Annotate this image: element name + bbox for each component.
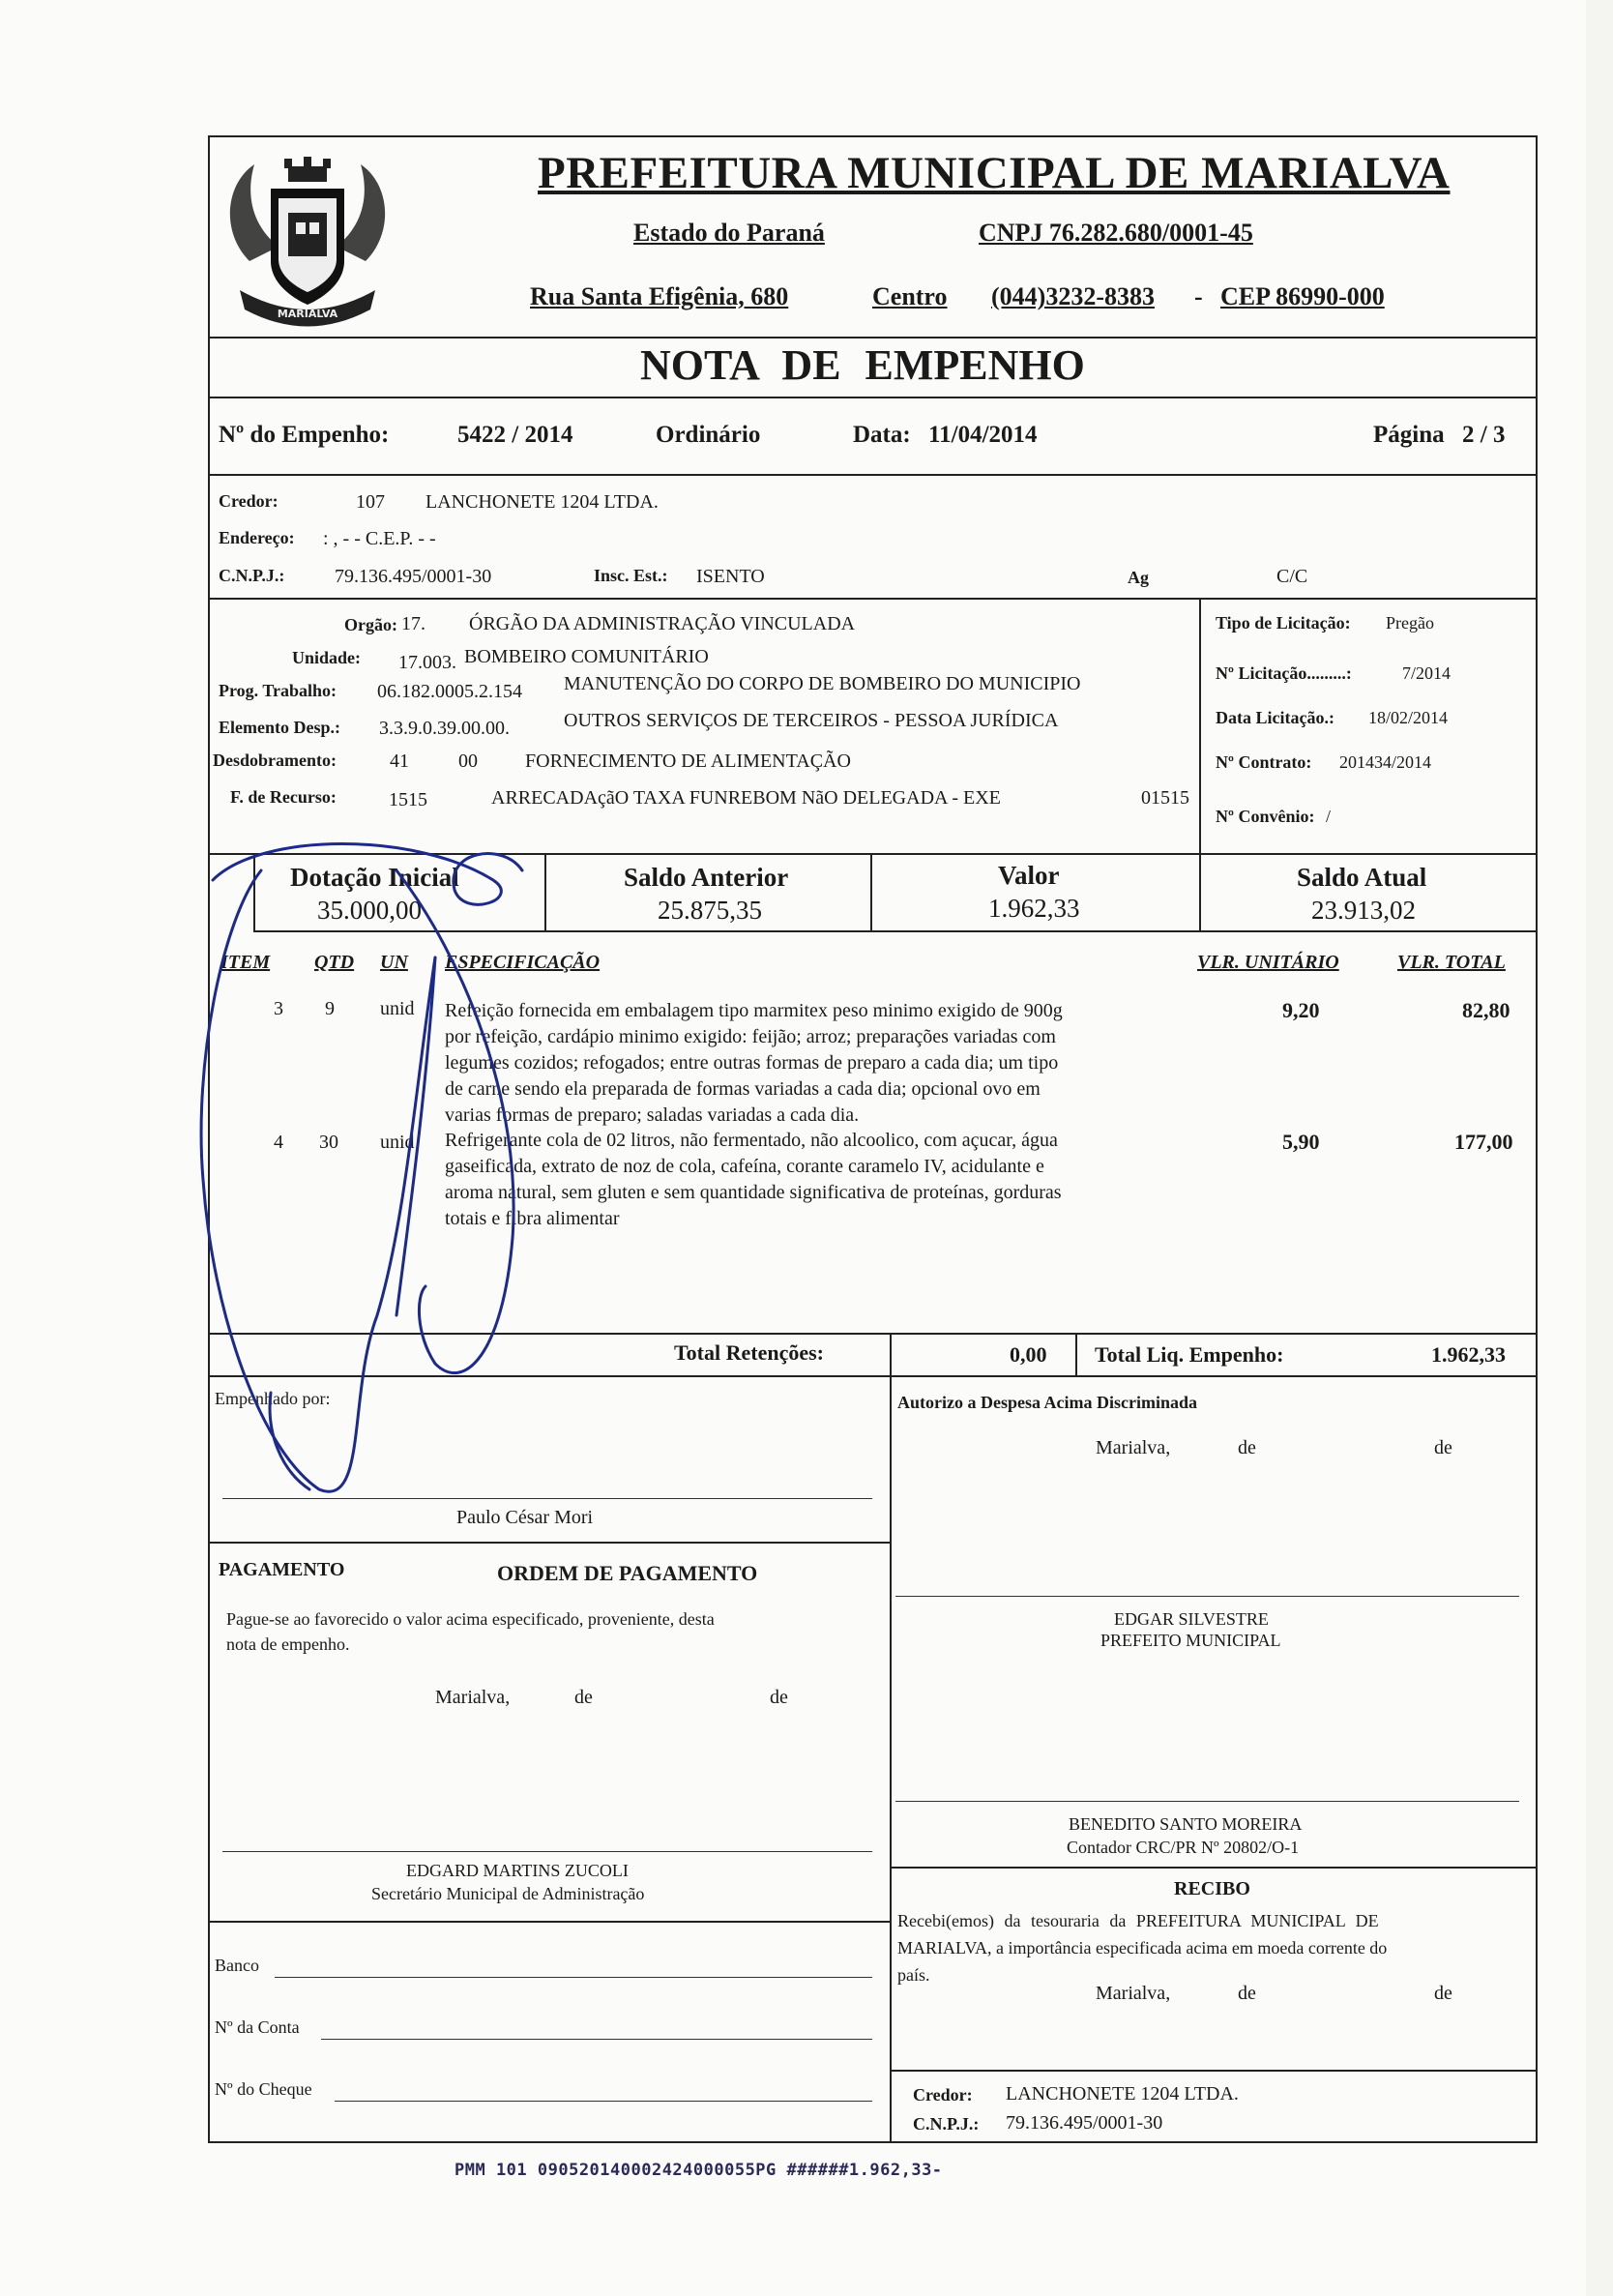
recibo-line: MARIALVA, a importância especificada acima em moeda corrente do xyxy=(897,1938,1388,1957)
place-de: de xyxy=(770,1687,788,1708)
empenhado-name: Paulo César Mori xyxy=(456,1507,594,1528)
divider-vertical xyxy=(1199,598,1201,853)
recibo-line: país. xyxy=(897,1965,930,1985)
valor-label: Valor xyxy=(998,861,1060,890)
orgao-desc: ÓRGÃO DA ADMINISTRAÇÃO VINCULADA xyxy=(469,613,856,634)
secretario-title: Secretário Municipal de Administração xyxy=(371,1884,645,1903)
item-unit-value: 5,90 xyxy=(1282,1130,1320,1154)
empenho-number: 5422 / 2014 xyxy=(457,422,573,448)
recibo-credor-name: LANCHONETE 1204 LTDA. xyxy=(1006,2083,1239,2105)
item-spec-line: Refrigerante cola de 02 litros, não fermentado, não alcoolico, com açucar, água xyxy=(445,1130,1058,1151)
insc-value: ISENTO xyxy=(696,566,765,587)
num-licitacao-label: Nº Licitação.........: xyxy=(1216,663,1352,683)
recibo-cnpj-value: 79.136.495/0001-30 xyxy=(1006,2112,1163,2134)
col-total: VLR. TOTAL xyxy=(1397,952,1506,973)
desd-code: 41 xyxy=(390,751,409,772)
cnpj-credor-value: 79.136.495/0001-30 xyxy=(335,566,492,587)
divider xyxy=(208,1542,890,1544)
cnpj-credor-label: C.N.P.J.: xyxy=(219,566,285,585)
prefeito-title: PREFEITO MUNICIPAL xyxy=(1100,1631,1281,1650)
unidade-code: 17.003. xyxy=(398,652,456,673)
conta-line xyxy=(321,2039,872,2040)
elem-desc: OUTROS SERVIÇOS DE TERCEIROS - PESSOA JURÍDICA xyxy=(564,710,1059,731)
place-de: de xyxy=(1238,1437,1256,1458)
cheque-label: Nº do Cheque xyxy=(215,2079,312,2099)
tipo-licitacao-label: Tipo de Licitação: xyxy=(1216,613,1351,633)
item-number: 4 xyxy=(274,1132,283,1153)
item-un: unid xyxy=(380,1132,415,1153)
divider-vertical xyxy=(1075,1333,1077,1375)
empenho-date-label: Data: xyxy=(853,422,911,448)
valor-value: 1.962,33 xyxy=(988,894,1080,923)
item-total-value: 82,80 xyxy=(1462,998,1510,1022)
orgao-label: Orgão: xyxy=(344,615,397,634)
doc-title: NOTA DE EMPENHO xyxy=(640,341,1085,389)
item-number: 3 xyxy=(274,998,283,1019)
contrato-label: Nº Contrato: xyxy=(1216,752,1312,772)
empenho-date: 11/04/2014 xyxy=(928,422,1038,448)
divider-vertical xyxy=(870,853,872,932)
item-spec-line: Refeição fornecida em embalagem tipo marmitex peso minimo exigido de 900g xyxy=(445,1000,1063,1021)
signature-line xyxy=(895,1801,1519,1802)
liq-empenho-label: Total Liq. Empenho: xyxy=(1095,1342,1284,1367)
handwritten-signature xyxy=(174,812,658,1509)
unidade-label: Unidade: xyxy=(292,648,362,667)
crest-icon xyxy=(211,145,404,339)
recibo-label: RECIBO xyxy=(1174,1878,1250,1899)
credor-name: LANCHONETE 1204 LTDA. xyxy=(425,491,659,513)
endereco-value: : , - - C.E.P. - - xyxy=(323,528,436,549)
dotacao-label: Dotação Inicial xyxy=(290,863,459,892)
machine-stamp: PMM 101 090520140002424000055PG ######1.962,33- xyxy=(455,2161,943,2180)
retencoes-value: 0,00 xyxy=(1010,1342,1047,1367)
item-qtd: 30 xyxy=(319,1132,338,1153)
empenhado-label: Empenhado por: xyxy=(215,1389,331,1408)
credor-code: 107 xyxy=(356,491,385,513)
place-city: Marialva, xyxy=(435,1687,511,1708)
divider xyxy=(208,1921,890,1923)
orgao-code: 17. xyxy=(401,613,425,634)
divider-vertical xyxy=(890,1375,892,2143)
page-number: 2 / 3 xyxy=(1462,422,1506,448)
endereco-label: Endereço: xyxy=(219,528,295,547)
divider xyxy=(208,474,1538,476)
item-spec-line: varias formas de preparo; saladas variadas a cada dia. xyxy=(445,1104,860,1126)
divider xyxy=(890,1867,1538,1869)
unidade-desc: BOMBEIRO COMUNITÁRIO xyxy=(464,646,709,667)
fonte-code: 1515 xyxy=(389,789,427,810)
prog-code: 06.182.0005.2.154 xyxy=(377,681,522,702)
item-spec-line: totais e fibra alimentar xyxy=(445,1208,620,1229)
district-label: Centro xyxy=(872,282,948,310)
divider xyxy=(208,397,1538,398)
page-title: PREFEITURA MUNICIPAL DE MARIALVA xyxy=(538,148,1451,198)
place-city: Marialva, xyxy=(1096,1983,1171,2004)
empenho-label: Nº do Empenho: xyxy=(219,422,390,448)
place-de: de xyxy=(1434,1437,1452,1458)
recibo-line: Recebi(emos) da tesouraria da PREFEITURA MUNICIPAL DE xyxy=(897,1911,1379,1930)
data-licitacao-value: 18/02/2014 xyxy=(1368,708,1449,727)
place-city: Marialva, xyxy=(1096,1437,1171,1458)
empenho-type: Ordinário xyxy=(656,422,761,448)
convenio-label: Nº Convênio: xyxy=(1216,807,1315,826)
saldo-anterior-label: Saldo Anterior xyxy=(624,863,789,892)
item-total-value: 177,00 xyxy=(1454,1130,1513,1154)
divider-vertical xyxy=(890,1333,892,1375)
col-item: ITEM xyxy=(220,952,271,973)
col-unit: VLR. UNITÁRIO xyxy=(1197,952,1339,973)
divider xyxy=(890,2070,1538,2072)
retencoes-label: Total Retenções: xyxy=(674,1340,824,1365)
cep-label: CEP 86990-000 xyxy=(1220,282,1385,310)
item-unit-value: 9,20 xyxy=(1282,998,1320,1022)
saldo-atual-label: Saldo Atual xyxy=(1297,863,1427,892)
item-spec-line: de carne sendo ela preparada de formas variadas a cada dia; opcional ovo em xyxy=(445,1078,1041,1100)
ordem-label: ORDEM DE PAGAMENTO xyxy=(497,1561,758,1585)
col-spec: ESPECIFICAÇÃO xyxy=(445,952,601,973)
col-un: UN xyxy=(380,952,408,973)
elem-label: Elemento Desp.: xyxy=(219,718,340,737)
recibo-credor-label: Credor: xyxy=(913,2085,973,2105)
convenio-value: / xyxy=(1326,807,1332,826)
contador-title: Contador CRC/PR Nº 20802/O-1 xyxy=(1067,1838,1300,1857)
crest-text: MARIALVA xyxy=(277,308,338,320)
insc-label: Insc. Est.: xyxy=(594,566,668,585)
separator-dash: - xyxy=(1194,282,1203,310)
banco-line xyxy=(275,1977,872,1978)
pagamento-label: PAGAMENTO xyxy=(219,1559,345,1580)
cheque-line xyxy=(335,2101,872,2102)
recibo-cnpj-label: C.N.P.J.: xyxy=(913,2114,980,2134)
item-un: unid xyxy=(380,998,415,1019)
liq-empenho-value: 1.962,33 xyxy=(1431,1342,1506,1367)
page-label: Página xyxy=(1373,422,1445,448)
secretario-name: EDGARD MARTINS ZUCOLI xyxy=(406,1861,629,1880)
credor-label: Credor: xyxy=(219,491,279,511)
place-de: de xyxy=(1434,1983,1452,2004)
ag-label: Ag xyxy=(1128,568,1149,587)
pague-line: Pague-se ao favorecido o valor acima especificado, proveniente, desta xyxy=(226,1609,715,1629)
signature-line xyxy=(895,1596,1519,1597)
num-licitacao-value: 7/2014 xyxy=(1402,663,1452,683)
pague-line: nota de empenho. xyxy=(226,1634,350,1654)
place-de: de xyxy=(1238,1983,1256,2004)
tipo-licitacao-value: Pregão xyxy=(1386,613,1434,633)
item-spec-line: por refeição, cardápio minimo exigido: feijão; arroz; preparações variadas com xyxy=(445,1026,1056,1047)
phone-label: (044)3232-8383 xyxy=(991,282,1155,310)
signature-line xyxy=(222,1851,872,1852)
state-label: Estado do Paraná xyxy=(633,219,825,247)
prog-desc: MANUTENÇÃO DO CORPO DE BOMBEIRO DO MUNICIPIO xyxy=(564,673,1081,694)
cnpj-label: CNPJ 76.282.680/0001-45 xyxy=(979,219,1253,247)
divider xyxy=(208,598,1538,600)
contador-name: BENEDITO SANTO MOREIRA xyxy=(1069,1814,1303,1834)
prefeito-name: EDGAR SILVESTRE xyxy=(1114,1609,1269,1629)
saldo-anterior-value: 25.875,35 xyxy=(658,896,762,925)
data-licitacao-label: Data Licitação.: xyxy=(1216,708,1334,727)
desd-desc: FORNECIMENTO DE ALIMENTAÇÃO xyxy=(525,751,851,772)
banco-label: Banco xyxy=(215,1956,259,1975)
saldo-atual-value: 23.913,02 xyxy=(1311,896,1416,925)
municipal-crest xyxy=(211,145,404,339)
divider xyxy=(208,337,1538,339)
address-label: Rua Santa Efigênia, 680 xyxy=(530,282,789,310)
desd-label: Desdobramento: xyxy=(213,751,337,770)
conta-label: Nº da Conta xyxy=(215,2017,300,2037)
item-spec-line: aroma natural, sem gluten e sem quantidade significativa de proteínas, gorduras xyxy=(445,1182,1062,1203)
desd-sub: 00 xyxy=(458,751,478,772)
cc-label: C/C xyxy=(1276,566,1308,587)
item-qtd: 9 xyxy=(325,998,335,1019)
fonte-desc: ARRECADAçãO TAXA FUNREBOM NãO DELEGADA - EXE xyxy=(491,787,1001,809)
item-spec-line: legumes cozidos; refogados; entre outras formas de preparo a cada dia; um tipo xyxy=(445,1052,1059,1074)
item-spec-line: gaseificada, extrato de noz de cola, cafeína, corante caramelo IV, acidulante e xyxy=(445,1156,1044,1177)
fonte-label: F. de Recurso: xyxy=(230,787,337,807)
divider-vertical xyxy=(1199,853,1201,932)
contrato-value: 201434/2014 xyxy=(1339,752,1432,772)
col-qtd: QTD xyxy=(314,952,355,973)
elem-code: 3.3.9.0.39.00.00. xyxy=(379,718,510,739)
prog-label: Prog. Trabalho: xyxy=(219,681,337,700)
autorizo-label: Autorizo a Despesa Acima Discriminada xyxy=(897,1393,1197,1412)
fonte-num: 01515 xyxy=(1141,787,1189,809)
place-de: de xyxy=(574,1687,593,1708)
dotacao-value: 35.000,00 xyxy=(317,896,422,925)
